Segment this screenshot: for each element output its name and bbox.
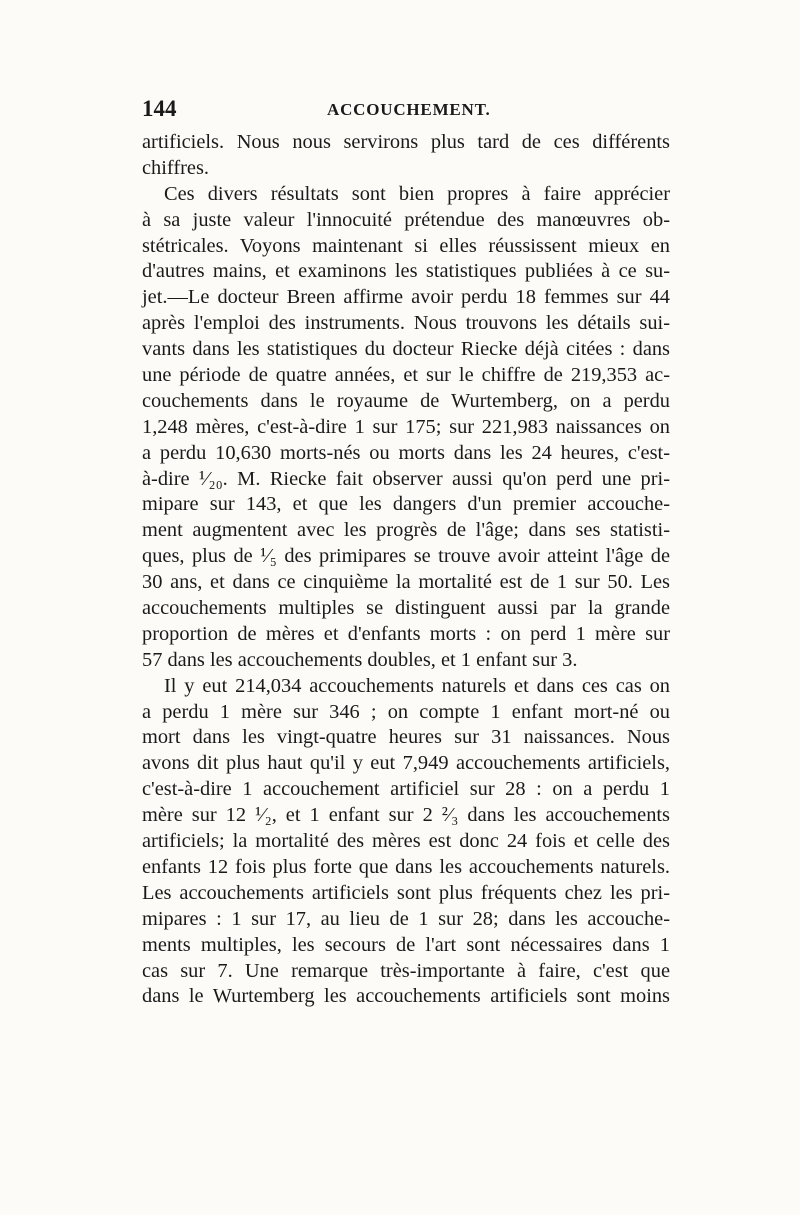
- text-line: après l'emploi des instruments. Nous trouvons les détails sui-: [142, 312, 670, 335]
- text-line: accouchements multiples se distinguent aussi par la grande: [142, 597, 670, 620]
- text-line: couchements dans le royaume de Wurtemberg, on a perdu: [142, 389, 670, 412]
- paragraph: [142, 130, 670, 182]
- text-line: cas sur 7. Une remarque très-importante à faire, c'est que: [142, 959, 670, 982]
- text-line: à-dire ¹⁄₂₀. M. Riecke fait observer aussi qu'on perd une pri-: [142, 467, 670, 490]
- text-line: proportion de mères et d'enfants morts : on perd 1 mère sur: [142, 622, 670, 645]
- body-text: [142, 130, 670, 1010]
- paragraph: [142, 182, 670, 674]
- text-line: a perdu 10,630 morts-nés ou morts dans les 24 heures, c'est-: [142, 441, 670, 464]
- page-header: [142, 96, 668, 122]
- paragraph: [142, 674, 670, 1011]
- text-line: une période de quatre années, et sur le chiffre de 219,353 ac-: [142, 364, 670, 387]
- text-line: a perdu 1 mère sur 346 ; on compte 1 enfant mort-né ou: [142, 700, 670, 723]
- text-line: mipare sur 143, et que les dangers d'un premier accouche-: [142, 493, 670, 516]
- text-line: dans le Wurtemberg les accouchements artificiels sont moins: [142, 985, 670, 1008]
- text-line: artificiels. Nous nous servirons plus tard de ces différents: [142, 131, 670, 153]
- text-line: jet.—Le docteur Breen affirme avoir perdu 18 femmes sur 44: [142, 286, 670, 309]
- text-line: 30 ans, et dans ce cinquième la mortalité est de 1 sur 50. Les: [142, 571, 670, 594]
- running-head: ACCOUCHEMENT.: [327, 100, 491, 119]
- text-line: mort dans les vingt-quatre heures sur 31 naissances. Nous: [142, 726, 670, 749]
- text-line: stétricales. Voyons maintenant si elles réussissent mieux en: [142, 234, 670, 257]
- text-line: ments multiples, les secours de l'art sont nécessaires dans 1: [142, 933, 670, 956]
- text-line: chiffres.: [142, 156, 209, 179]
- text-line: à sa juste valeur l'innocuité prétendue des manœuvres ob-: [142, 208, 670, 231]
- text-line: 57 dans les accouchements doubles, et 1 enfant sur 3.: [142, 648, 578, 671]
- text-line: mère sur 12 ¹⁄₂, et 1 enfant sur 2 ²⁄₃ dans les accouchements: [142, 804, 670, 827]
- text-line: mipares : 1 sur 17, au lieu de 1 sur 28; dans les accouche-: [142, 907, 670, 930]
- text-line: Les accouchements artificiels sont plus fréquents chez les pri-: [142, 881, 670, 904]
- text-line: Il y eut 214,034 accouchements naturels et dans ces cas on: [164, 674, 670, 697]
- page-number: 144: [142, 96, 177, 121]
- text-line: ment augmentent avec les progrès de l'âge; dans ses statisti-: [142, 519, 670, 542]
- text-line: artificiels; la mortalité des mères est donc 24 fois et celle des: [142, 830, 670, 853]
- text-line: vants dans les statistiques du docteur Riecke déjà citées : dans: [142, 338, 670, 361]
- text-line: avons dit plus haut qu'il y eut 7,949 accouchements artificiels,: [142, 752, 670, 775]
- text-line: 1,248 mères, c'est-à-dire 1 sur 175; sur 221,983 naissances on: [142, 415, 670, 438]
- text-line: enfants 12 fois plus forte que dans les accouchements naturels.: [142, 855, 670, 878]
- text-line: Ces divers résultats sont bien propres à faire apprécier: [164, 182, 670, 205]
- text-line: c'est-à-dire 1 accouchement artificiel sur 28 : on a perdu 1: [142, 778, 670, 801]
- text-line: ques, plus de ¹⁄₅ des primipares se trouve avoir atteint l'âge de: [142, 545, 670, 568]
- text-line: d'autres mains, et examinons les statistiques publiées à ce su-: [142, 260, 670, 283]
